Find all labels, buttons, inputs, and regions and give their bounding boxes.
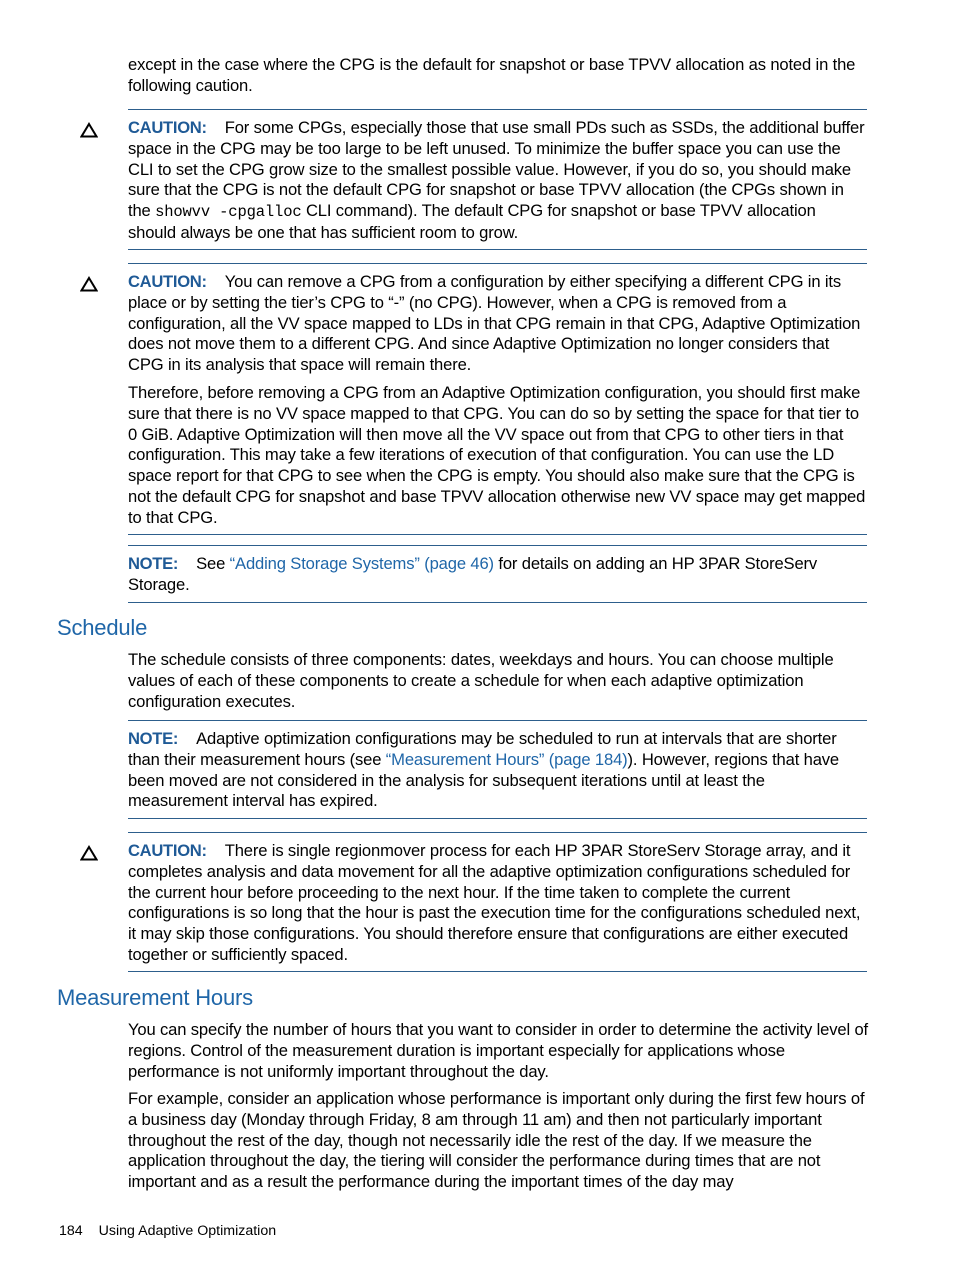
chapter-title: Using Adaptive Optimization [98, 1223, 277, 1239]
divider [128, 545, 867, 546]
note-label: NOTE: [128, 729, 179, 748]
note-text: See [196, 554, 230, 573]
intro-paragraph: except in the case where the CPG is the default for snapshot or base TPVV allocation as noted in the following caution. [128, 55, 856, 95]
note-text: for details on adding an HP 3PAR StoreServ Storage. [128, 554, 818, 594]
measurement-paragraph-1: You can specify the number of hours that you want to consider in order to determine the activity level of regions. Control of the measurement duration is important especially for applications whose performance is not uniformly important throughout the day. [128, 1020, 868, 1081]
divider [128, 263, 867, 264]
page-footer [59, 1222, 276, 1240]
note-block-2 [128, 729, 868, 812]
divider [128, 534, 867, 535]
note-text: ). However, regions that have been moved are not considered in the analysis for subsequent iterations until at least the measurement interval has expired. [128, 749, 840, 811]
divider [128, 109, 867, 110]
divider [128, 720, 867, 721]
caution-block-3 [128, 841, 868, 966]
measurement-paragraph-2: For example, consider an application whose performance is important only during the first few hours of a business day (Monday through Friday, 8 am through 11 am) and then not particularly important throughout the rest of the day, though not necessarily idle the rest of the day. If we measure the application throughout the day, the tiering will consider the performance during times that are not important and as a result the performance during the important times of the day may [128, 1089, 865, 1192]
schedule-paragraph: The schedule consists of three components: dates, weekdays and hours. You can choose multiple values of each of these components to create a schedule for when each adaptive optimization configuration executes. [128, 650, 834, 711]
caution-text: CLI command). The default CPG for snapshot or base TPVV allocation should always be one that has sufficient room to grow. [128, 201, 816, 242]
divider [128, 971, 867, 972]
note-text: Adaptive optimization configurations may be scheduled to run at intervals that are shorter than their measurement hours (see [128, 729, 837, 769]
caution-block-2-continued: Therefore, before removing a CPG from an Adaptive Optimization configuration, you should first make sure that there is no VV space mapped to that CPG. You can do so by setting the space for that tier to 0 GiB. Adaptive Optimization will then move all the VV space out from that CPG to other tiers in that configuration. This may take a few iterations of execution of that configuration. You can use the LD space report for that CPG to see when the CPG is empty. You should also make sure that the CPG is not the default CPG for snapshot and base TPVV allocation otherwise new VV space may get mapped to that CPG. [128, 383, 866, 527]
caution-label: CAUTION: [128, 841, 207, 860]
note-label: NOTE: [128, 554, 179, 573]
measurement-hours-link[interactable]: “Measurement Hours” (page 184) [385, 749, 628, 769]
adding-storage-systems-link[interactable]: “Adding Storage Systems” (page 46) [229, 554, 494, 573]
cli-command: showvv -cpgalloc [155, 203, 302, 222]
caution-block-2 [128, 272, 868, 376]
caution-text: You can remove a CPG from a configuration by either specifying a different CPG in its place or by setting the tier’s CPG to “-” (no CPG). However, when a CPG is removed from a configuration, all the VV space mapped to LDs in that CPG remain in that CPG, Adaptive Optimization does not move them to a different CPG. And since Adaptive Optimization no longer considers that CPG in its analysis that space will remain there. [128, 272, 861, 375]
divider [128, 832, 867, 833]
caution-text: There is single regionmover process for each HP 3PAR StoreServ Storage array, and it completes analysis and data movement for all the adaptive optimization configurations scheduled for the current hour before proceeding to the next hour. If the time taken to complete the current configurations is so long that the hour is past the execution time for the configurations scheduled next, it may skip those configurations. You should therefore ensure that configurations are either executed together or sufficiently spaced. [128, 841, 861, 964]
caution-triangle-icon [80, 122, 98, 138]
caution-label: CAUTION: [128, 272, 207, 291]
divider [128, 249, 867, 250]
divider [128, 602, 867, 603]
caution-triangle-icon [80, 276, 98, 292]
caution-label: CAUTION: [128, 118, 207, 137]
caution-block-1 [128, 118, 868, 244]
caution-triangle-icon [80, 845, 98, 861]
section-heading-measurement-hours: Measurement Hours [57, 985, 253, 1010]
note-block-1 [128, 554, 868, 596]
caution-text: For some CPGs, especially those that use small PDs such as SSDs, the additional buffer space in the CPG may be too large to be left unused. To minimize the buffer space you can use the CLI to set the CPG grow size to the smallest possible value. However, if you do so, you should make sure that the CPG is not the default CPG for snapshot or base TPVV allocation (the CPGs shown in the [128, 118, 865, 221]
divider [128, 818, 867, 819]
page-number: 184 [59, 1223, 83, 1239]
section-heading-schedule: Schedule [57, 615, 148, 640]
